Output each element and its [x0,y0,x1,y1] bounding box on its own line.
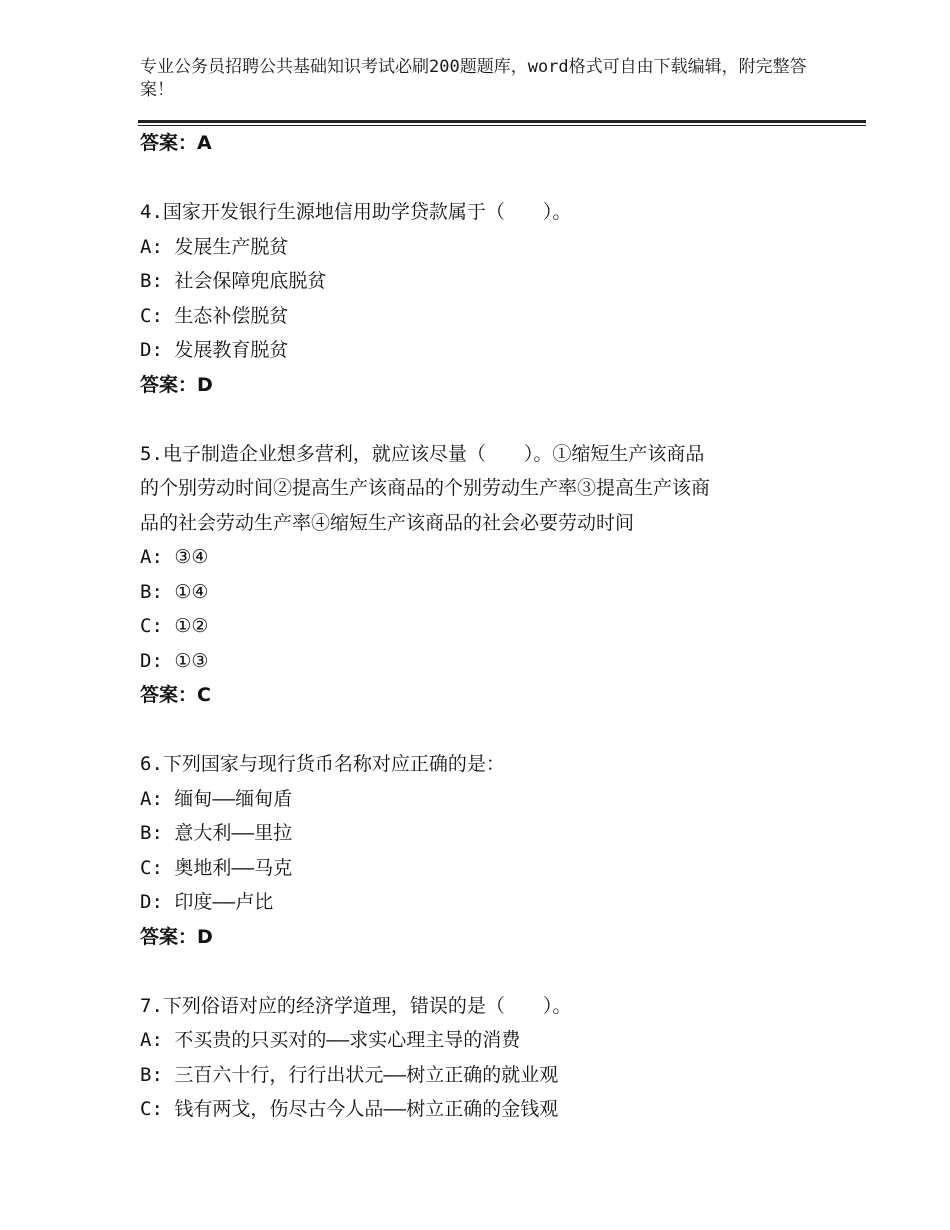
spacer [140,161,840,196]
spacer [140,713,840,748]
question-block [140,989,840,1127]
option-c: C: 钱有两戈，伤尽古今人品——树立正确的金钱观 [140,1098,559,1120]
question-list [140,126,840,1127]
question-block [140,437,840,713]
option-b: B: 意大利——里拉 [140,822,293,844]
page-header-note: 专业公务员招聘公共基础知识考试必刷200题题库，word格式可自由下载编辑，附完整答案！ [140,57,807,100]
option-a: A: 不买贵的只买对的——求实心理主导的消费 [140,1029,521,1051]
option-b: B: 社会保障兜底脱贫 [140,270,327,292]
option-a: A: 缅甸——缅甸盾 [140,787,293,810]
answer-line: 答案：A [140,132,212,154]
option-b: B: ①④ [140,580,209,603]
header-divider-thick [138,120,866,123]
question-stem-line-3: 品的社会劳动生产率④缩短生产该商品的社会必要劳动时间 [140,511,635,534]
spacer [140,954,840,989]
option-c: C: 生态补偿脱贫 [140,304,289,327]
answer-line: 答案：D [140,925,213,948]
option-a: A: 发展生产脱贫 [140,235,289,258]
question-stem-line-1: 5.电子制造企业想多营利，就应该尽量（ ）。①缩短生产该商品 [140,442,705,465]
question-block [140,747,840,954]
option-d: D: ①③ [140,649,209,672]
answer-line: 答案：D [140,373,213,396]
question-stem: 6.下列国家与现行货币名称对应正确的是： [140,753,505,775]
option-c: C: 奥地利——马克 [140,856,293,879]
option-d: D: 发展教育脱贫 [140,339,289,361]
question-block [140,195,840,402]
option-d: D: 印度——卢比 [140,891,274,913]
answer-line: 答案：C [140,684,211,706]
option-a: A: ③④ [140,546,209,568]
option-b: B: 三百六十行，行行出状元——树立正确的就业观 [140,1063,559,1086]
question-stem: 7.下列俗语对应的经济学道理，错误的是（ ）。 [140,994,572,1017]
question-stem: 4.国家开发银行生源地信用助学贷款属于（ ）。 [140,201,572,223]
question-stem-line-2: 的个别劳动时间②提高生产该商品的个别劳动生产率③提高生产该商 [140,477,711,499]
option-c: C: ①② [140,615,209,637]
spacer [140,402,840,437]
